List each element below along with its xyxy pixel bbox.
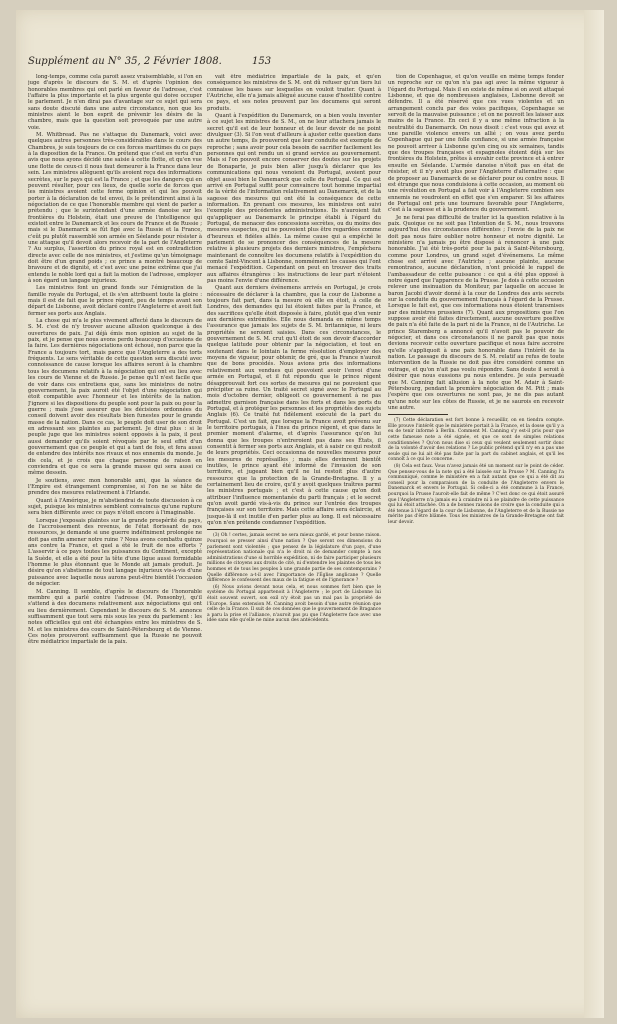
paragraph: Quant à l'expédition du Danemarck, on a bien voulu inventer à ce sujet les ministres de S. M., on ne leur attachera jamais le secret qu'il est de leur honneur et de leur devoir de ne point divulguer (3). Si l'on veut d'ailleurs à ajuster cette question dans un autre temps, ils prouveront que leur conduite est exempte de reproche ; sans avoir pour cela besoin de sacrifier facilement les personnes qui ont rendu un si grand service au gouvernement. Mais si l'on pouvoit encore conserver des doutes sur les projets de Bonaparte, je puis bien aller jusqu'à déclarer que les communications qui nous venoient du Portugal, avoient pour objet aussi bien le Danemarck que celle du Portugal. Ce qui est arrivé en Portugal suffit pour convaincre tout homme impartial de la vérité de l'information relativement au Danemarck, et de la sagesse des mesures qui ont été la conséquence de cette information. En prenant ces mesures, les ministres ont suivi l'exemple des précédentes administrations. Ils n'auroient fait qu'appliquer au Danemarck le principe établi à l'égard du Portugal, de menacer des concessions secrètes, ou du moins des mesures suspectes, qui ne pouvoient plus être regardées comme d'heureux et fidèles alliés. La même cause qui a empêché le parlement de se prononcer des conséquences de la mesure relative à plusieurs projets des derniers ministres, l'empêchera maintenant de connoître les documens relatifs à l'expédition du comte Saint-Vincent à Lisbonne, nommément les causes qui l'ont menacé l'expédition. Cependant on peut en trouver des traits aux affaires étrangères : les instructions de leur part n'étoient pas moins l'envie d'une différence.: [207, 113, 381, 284]
footnote: (8) Cela est faux. Vous n'avez jamais été un moment sur le point de céder. Que pensez-vous de la note qui a été laissée sur la Prusse ? M. Canning l'a communiqué, comme le ministère en a fait autant que ce qui a été dit au conseil pour la comparaison de la conduite de l'Angleterre envers le Danemarck et envers le Portugal. Si celle-ci a été commune à la France, pourquoi la Prusse l'auroit-elle fait de même ? C'est donc ce qui étoit assuré que l'Angleterre n'a jamais eu à craindre ni à se plaindre de cette puissance qui lui étoit attachée. On a de bonnes raisons de croire que la conduite qui a été tenue à l'égard de la cour de Lisbonne, de l'Angleterre et de la Russie ne mérite pas d'être blâmée. Tous les ministres de la Grande-Bretagne ont fait leur devoir.: [388, 463, 564, 525]
column-1: [28, 74, 202, 1014]
paragraph: vait être médiatrice impartiale de la paix, et qu'en conséquence les ministres de S. M. ont dû refuser qu'un tiers lui connaisse les bases sur lesquelles on vouloit traiter. Quant à l'Autriche, elle n'a jamais allégué aucune cause d'hostilité contre ce pays, et ses notes prouvent par les documens qui seront produits.: [207, 74, 381, 112]
supplement-title: Supplément au N° 35, 2 Février 1808.: [28, 56, 222, 67]
footnote-divider: [207, 529, 267, 530]
paragraph: Je ne ferai pas difficulté de traiter ici la question relative à la paix. Quoique ce ne soit pas l'intention de S. M., nous trouvons aujourd'hui des circonstances différentes ; l'envie de la paix ne doit pas nous faire oublier notre honneur et notre dignité. Le ministère n'a jamais pu être disposé à renoncer à une paix honorable. J'ai été très-porté pour la paix à Saint-Pétersbourg, comme pour Londres, un grand sujet d'événemens. Le même chose est arrivé avec l'Autriche ; aucune plainte, aucune remontrance, aucune déclaration, n'ont précédé le rappel de l'ambassadeur de cette puissance : ce qui a été plus opposé à notre égard que l'apparence de la Prusse. Je dois à cette occasion relever une insinuation du Moniteur, par laquelle on accuse le baron Jacobi d'avoir donné à la cour de Londres des avis secrets sur la conduite du gouvernement français à l'égard de la Prusse. Lorsque le fait est, que ces informations nous étoient transmises par des ministres prussiens (7). Quant aux propositions que l'on suppose avoir été faites directement, aucune ouverture positive de paix n'a été faite de la part ni de la France, ni de l'Autriche. Le prince Staremberg a annoncé qu'il n'avoit pas le pouvoir de négocier, et dans ces circonstances il ne paroît pas que nous devions recevoir cette ouverture pacifique et nous faire accroire qu'elle s'appliquoit à une paix honorable dans l'intérêt de la nation. Le passage du discours de S. M. relatif au refus de toute intervention de la Russie ne doit pas être considéré comme un outrage, et qu'on n'ait pas voulu répondre. Sans doute il seroit à désirer que nous eussions pu nous entendre. Je suis persuadé que M. Canning fait allusion à la note que M. Adair à Saint-Pétersbourg, pendant la première négociation de M. Pitt ; mais j'espère que ces ouvertures ne sont pas, je ne dis pas autant qu'une note sur les côtes de Russie, et je ne saurois en recevoir une autre.: [388, 214, 564, 411]
page-number: 153: [252, 56, 272, 67]
footnotes: [207, 533, 381, 624]
newspaper-page: [16, 10, 604, 1018]
paragraph: Les ministres font un grand fonds sur l'émigration de la famille royale du Portugal, et ils s'en attribuent toute la gloire : mais il est de fait que le prince régent, peu de temps avant son départ de Lisbonne, avoit déclaré contre l'Angleterre et avoit fait fermer ses ports aux Anglais.: [28, 285, 202, 317]
paragraph: long-temps, comme cela paroît assez vraisemblable, si l'on en juge d'après le discours de S. M. et d'après l'opinion des honorables membres qui ont parlé en faveur de l'adresse, c'est l'affaire la plus importante et la plus urgente qui doive occuper le parlement. Je n'en dirai pas d'avantage sur ce sujet qui sera sans doute discuté dans une autre circonstance, non que les ministres aient le bon esprit de prévenir les désirs de la chambre, mais que la question soit provoquée par une autre voie.: [28, 74, 202, 131]
column-3: [388, 74, 564, 1014]
footnote: (3) Oh ! certes, jamais secret ne sera mieux gardé, et pour bonne raison. Pourquoi se presser ainsi d'une nation ? Que seront ces dimensions du parlement sont violentés ; que pensez de la législature d'un pays, d'une représentation nationale qui n'a le droit ni de demander compte à nos administrations d'une si horrible expédition, ni de faire participer plusieurs millions de citoyens aux droits de cité, ni d'entendre les plaintes de tous les hommes et de tous les peuples à une grande partie de ses contemporains ? Quelle différence a-t-il avec l'importance de l'Église anglicane ? Quelle différence le confessent des maux de la fatigue et de l'ignorance ?: [207, 533, 381, 584]
paragraph: Quant aux derniers événemens arrivés en Portugal, je crois nécessaire de déclarer à la chambre, que la cour de Lisbonne a toujours fait part, dans la mesure où elle en étoit, à celle de Londres, des demandes qui lui étoient faites par la France, et des sacrifices qu'elle étoit disposée à faire, plutôt que d'en venir aux dernières extrémités. Elle nous demanda en même temps l'assurance que jamais les sujets de S. M. britannique, ni leurs propriétés ne seroient saisies. Dans ces circonstances, le gouvernement de S. M. crut qu'il étoit de son devoir d'accorder quelque latitude pour obtenir par la négociation, et tout en soutenant dans le lointain la ferme résolution d'employer des moyens de vigueur, pour obtenir, de gré, que la France n'auroit que de bons procédés. Nous avions pris des informations relativement aux vendues qui pouvoient avoir l'envoi d'une armée en Portugal, et il fut répondu que le prince régent désapprouvait fort ces sortes de mesures qui ne pouvoient que précipiter sa ruine. Un traité secret signé avec le Portugal au mois d'octobre dernier, obligeoit ce gouvernement à ne pas admettre garnison française dans les forts et dans les ports du Portugal, et à protéger les personnes et les propriétés des sujets Anglais (6). Ce traité fut fidèlement exécuté de la part du Portugal. C'est un fait, que lorsque la France avoit prévenu sur le territoire portugais, à l'insu du prince régent, et que dans le premier moment d'alarme, et d'après l'assurance qu'on lui donna que les troupes n'entreroient pas dans ses États, il consentit à fermer ses ports aux Anglais, et à saisir ce qui restoit de leurs propriétés. Ceci occasionna de nouvelles mesures pour les mesures de représailles ; mais elles devinrent bientôt inutiles, le prince ayant été informé de l'invasion de son territoire, et jugeant bien qu'il ne lui restoit plus d'autre ressource que la protection de la Grande-Bretagne. Il y a certainement lieu de croire, qu'il y avoit quelques traîtres parmi les ministres portugais ; et c'est à cette cause qu'on doit attribuer l'influence momentanée du parti français ; et le secret qu'on avoit gardé vis-à-vis du prince sur l'entrée des troupes françaises sur son territoire. Mais cette affaire sera éclaircie, et jusque-là il est inutile d'en parler plus au long. Il est nécessaire qu'on n'en prétende condamner l'expédition.: [207, 285, 381, 527]
page-edge: [584, 10, 604, 1018]
paragraph: La chose qui m'a le plus vivement affecté dans le discours de S. M. c'est de n'y trouver aucune allusion quelconque à des ouvertures de paix. J'ai déjà émis mon opinion au sujet de la paix, et je pense que nous avons perdu beaucoup d'occasions de la faire. Les dernières négociations ont échoué, non parce que la France a toujours tort, mais parce que l'Angleterre a des torts fréquents. Le sens véritable de cette question sera discuté avec connoissance de cause lorsque les affaires seront à la chambre tous les documens relatifs à la négociation qui ont eu lieu avec les cours de Vienne et de Russie. Je pense qu'il n'est facile que de voir dans ces entretiens que, sans les ministres de notre gouvernement, la paix auroit été l'objet d'une négociation qui étoit compatible avec l'honneur et les intérêts de la nation. J'ignore si les dispositions du peuple sont pour la paix ou pour la guerre ; mais j'ose assurer que les décisions ordonnées du conseil doivent avoir des résultats bien funestes pour le grande masse de la nation. Dans ce cas, le peuple doit user de son droit en adressant ses plaintes au parlement. Je dirai plus : si le peuple juge que les ministres soient opposés à la paix, il peut aussi demander qu'ils soient révoqués par le seul effet d'un gouvernement que ce peuple et qui a tant de fois, et fera aussi de entendre des intérêts nos rivaux et nos ennemis du monde. Je dis cela, et je crois que chaque personne de raison en conviendra et que ce sera la grande masse qui sera aussi ce même dessein.: [28, 318, 202, 477]
paragraph: M. Whitbread. Pas ne s'attaque du Danemark, voici avec quelques autres personnes très-considérables dans le cours des Chambres, je suis toujours de ce ces forces maritimes du ce pays à la disposition de la France. On prétend que c'est en vertu d'un avis que nous ayons décidé une saisie à cette flotte, et qu'en vue une flotte de ceux-ci il nous faut demeurer à la France dans leur sein. Les ministres allèguent qu'ils avoient reçu des informations secrètes, sur le pays qui est la France ; et que les dangers qui en peuvent résulter, pour ces lieux, de quelle sorte de forces que les ministres avoient cette ferme opinion et qui les pouvoit porter à la déclaration de tel envoi, ils le prétendirent ainsi à la négociation de ce que l'honorable membre qui vient de parler a prétendu ; que le surintendant d'une armée danoise sur les frontières du Holstein, était une preuve de l'intelligence qui existoit entre le Danemarck et les cours de France et de Russie ; mais si le Danemarck se fût figé avec la Russie et la France, c'eût pu plutôt rassemblé son armée en Séelande pour résister à une attaque qu'il devoit alors recevoir de la part de l'Angleterre ? Au surplus, l'assertion du prince royal est en contradiction directe avec celle de nos ministres, et j'estime qu'un témoignage doit être d'un grand poids ; ce prince a montré beaucoup de bravoure et de dignité, et c'est avec une peine extrême que j'ai entendu le noble lord qui a fait la motion de l'adresse, employer à son égard un langage injurieux.: [28, 132, 202, 284]
page-header: [28, 56, 580, 70]
paragraph: Lorsque j'exposais plaintes sur la grande prospérité du pays, de l'accroissement des revenus, de l'état florissant de nos ressources, je demande si une guerre indéfiniment prolongée ne doit pas enfin amener notre ruine ? Nous avons combattu quinze ans contre la France, et quel a été le fruit de nos efforts ? L'asservir à ce pays toutes les puissances du Continent, excepté la Suède, et elle a été pour la tête d'une ligue aussi formidable l'homme le plus étonnant que le Monde ait jamais produit. Je désire qu'on s'abstienne de tout langage injurieux vis-à-vis d'une puissance avec laquelle nous aurons peut-être bientôt l'occasion de négocier.: [28, 517, 202, 588]
column-2: [207, 74, 381, 1014]
paragraph: M. Canning. Il semble, d'après le discours de l'honorable membre qui a parlé contre l'adresse (M. Ponsonby), qu'il s'attend à des documens relativement aux négociations qui ont eu lieu dernièrement. Cependant le discours de S. M. annonce suffisamment que tout sera mis sous les yeux du parlement : les notes officielles qui ont été échangées entre les ministres de S. M. et les ministres des cours de Saint-Pétersbourg et de Vienne. Ces notes prouveront suffisamment que la Russie ne pouvoit être médiatrice impartiale de la paix.: [28, 588, 202, 646]
paragraph: Quant à l'Amérique, je m'abstiendrai de toute discussion à ce sujet, puisque les ministres semblent convaincus qu'une rupture sera bien différente avec ce pays n'étoit encore à l'imaginable.: [28, 497, 202, 517]
footnote-divider: [388, 414, 448, 415]
paragraph: tion de Copenhague, et qu'on veuille en même temps fonder un reproche sur ce qu'on n'a pas agi avec la même vigueur à l'égard du Portugal. Mais il en existe de même si on avoit attaqué Lisbonne, et que de nombreuses anglaises, Lisbonne devoit se défendre. Il a été réservé que ces vues violentes et un arrangement conclu par des voies pacifiques, Copenhague se servoit de la mauvaise puissance ; et on ne pouvoit les laisser aux mains de la France. En ceci il y a une même infraction à la neutralité du Danemarck. On nous disoit : c'est vous qui avez et une pareille violence envers un allié ; on vous avez perdu Copenhague qui par une folle confiance, si une armée française ne pouvoit arriver à Lisbonne qu'en cinq ou six semaines, tandis que des troupes françaises et espagnoles étoient déjà sur les frontières du Holstein, prêtes à envahir cette province et à entrer ensuite en Séelande. L'armée danoise n'étoit pas en état de résister, et il n'y avoit plus pour l'Angleterre d'alternative : que de proposer au Danemarck de se déclarer pour ou contre nous. Il est étrange que nous conduisions à cette occasion, au moment où une révolution en Portugal a fait voir à l'Angleterre combien ses ennemis ne voudroient en effet que s'en emparer. Si les affaires de Portugal ont pris une tournure favorable pour l'Angleterre, c'est à la sagesse et à la prudence du gouvernement.: [388, 74, 564, 214]
footnotes: [388, 418, 564, 525]
footnote: (6) Nous avions devant nous cela, et nous sommes fort bien que le système du Portugal appartenoit à l'Angleterre ; le port de Lisbonne lui étoit souvent ouvert, son exil n'y étoit pas un mal pas la propriété de l'Europe. Sans extension M. Canning avoit besoin d'une autre réunion que celle de la France. Il suit de ces données que le gouvernement de Bragance a paru la prise et l'alliance, n'auroit pas pu que l'Angleterre face avec une idée sans elle qu'elle ne mine aucun des antécédents.: [207, 584, 381, 624]
footnote: (7) Cette déclaration est fort bonne à recueillir, on en tiendra compte. Elle prouve l'intérêt que le ministère portait à la France, et la dosse qu'il y a eu de tenir informé à Berlin. Comment M. Canning s'y est-il pris pour que cette fameuse note a été signée, et que ce sont de simples relations conditionnées ? Qu'on nous dise si ceux qui veulent seulement sortir donc de la volonté d'avoir des relations ? Le public prétend qu'il n'y en a pas une seule qui ne lui ait été pas faite par la part du cabinet anglais, et qu'il les connoît à ce qui le concerne.: [388, 418, 564, 463]
paragraph: Je soutiens, avec mon honorable ami, que la séance de l'Empire est étrangement compromise, si l'on ne se hâte de prendre des mesures relativement à l'Irlande.: [28, 477, 202, 497]
